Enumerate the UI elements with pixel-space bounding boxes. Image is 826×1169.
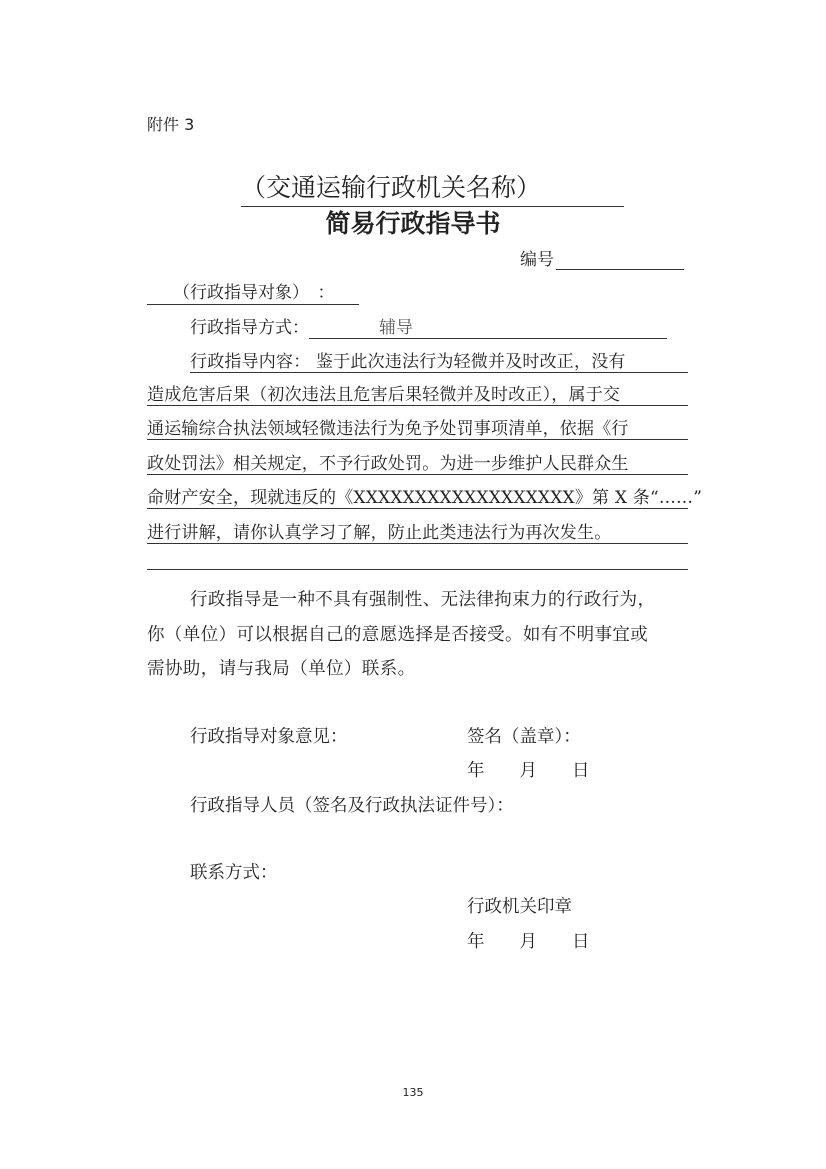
contact-label: 联系方式： [190, 863, 278, 883]
notice-line: 行政指导是一种不具有强制性、无法律拘束力的行政行为， [190, 590, 656, 610]
guidance-target-label: （行政指导对象） ： [173, 283, 335, 303]
guidance-method-label: 行政指导方式： [190, 318, 309, 338]
content-line: 进行讲解，请你认真学习了解，防止此类违法行为再次发生。 [147, 518, 688, 544]
notice-line: 你（单位）可以根据自己的意愿选择是否接受。如有不明事宜或 [147, 625, 649, 645]
guidance-method [190, 313, 667, 339]
guidance-target [147, 278, 359, 305]
content-line: 造成危害后果（初次违法且危害后果轻微并及时改正），属于交 [147, 380, 688, 406]
document-title: 简易行政指导书 [325, 209, 501, 238]
serial-field [520, 245, 684, 270]
blank-line [147, 569, 688, 570]
attachment-label: 附件 3 [147, 115, 195, 134]
staff-label: 行政指导人员（签名及行政执法证件号）： [190, 796, 514, 816]
serial-blank-line [556, 251, 684, 270]
signature-label: 签名（盖章）： [467, 727, 581, 747]
content-line: 行政指导内容： 鉴于此次违法行为轻微并及时改正，没有 [190, 347, 688, 373]
date-line: 年 月 日 [467, 932, 590, 952]
date-line: 年 月 日 [467, 761, 590, 781]
opinion-label: 行政指导对象意见： [190, 727, 348, 747]
seal-label: 行政机关印章 [467, 897, 572, 917]
content-line: 命财产安全，现就违反的《XXXXXXXXXXXXXXXXXX》第 X 条“……” [147, 483, 688, 509]
org-name: （交通运输行政机关名称） [241, 168, 624, 207]
serial-label: 编号 [520, 250, 554, 270]
page-number: 135 [402, 1086, 424, 1099]
content-line: 政处罚法》相关规定，不予行政处罚。为进一步维护人民群众生 [147, 449, 688, 475]
content-line: 通运输综合执法领域轻微违法行为免予处罚事项清单，依据《行 [147, 414, 688, 440]
notice-line: 需协助，请与我局（单位）联系。 [147, 659, 416, 679]
guidance-method-value: 辅导 [309, 313, 667, 339]
